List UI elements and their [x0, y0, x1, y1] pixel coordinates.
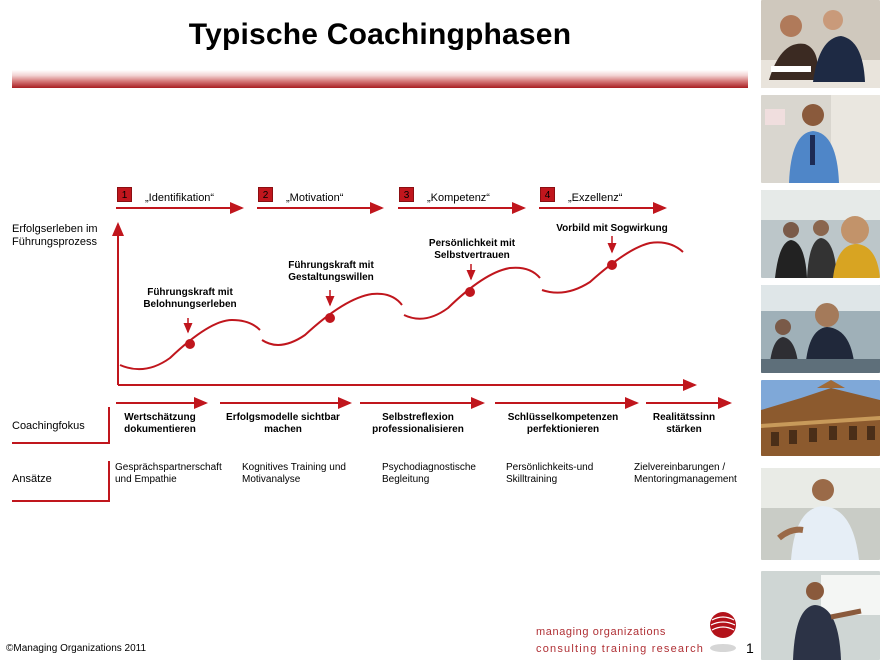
approach-item-2: Kognitives Training und Motivanalyse — [242, 462, 346, 485]
page-number: 1 — [746, 640, 754, 656]
phase-label-2: „Motivation“ — [286, 192, 344, 204]
seminar-photo — [761, 285, 880, 373]
approaches-label: Ansätze — [12, 473, 52, 485]
phase-number-2: 2 — [258, 187, 273, 202]
coaching-focus-label: Coachingfokus — [12, 420, 85, 432]
approach-item-5: Zielvereinbarungen / Mentoringmanagement — [634, 462, 737, 485]
milestone-label-2: Führungskraft mit Gestaltungswillen — [288, 260, 374, 283]
y-axis-label: Erfolgserleben im Führungsprozess — [12, 223, 98, 248]
building-photo — [761, 380, 880, 456]
focus-item-2: Erfolgsmodelle sichtbar machen — [226, 412, 340, 435]
phase-number-4: 4 — [540, 187, 555, 202]
milestone-label-4: Vorbild mit Sogwirkung — [556, 223, 668, 234]
approach-item-1: Gesprächspartnerschaft und Empathie — [115, 462, 222, 485]
phase-number-3: 3 — [399, 187, 414, 202]
presenter-photo — [761, 95, 880, 183]
lecture-photo — [761, 571, 880, 660]
milestone-dot-3 — [465, 287, 475, 297]
approach-item-3: Psychodiagnostische Begleitung — [382, 462, 476, 485]
milestone-dot-1 — [185, 339, 195, 349]
phase-number-1: 1 — [117, 187, 132, 202]
copyright-text: ©Managing Organizations 2011 — [6, 643, 147, 654]
phase-label-4: „Exzellenz“ — [568, 192, 623, 204]
milestone-label-1: Führungskraft mit Belohnungserleben — [143, 287, 237, 310]
focus-item-1: Wertschätzung dokumentieren — [124, 412, 196, 435]
page-title: Typische Coachingphasen — [188, 18, 572, 51]
milestone-label-3: Persönlichkeit mit Selbstvertrauen — [428, 238, 516, 261]
speaker-photo — [761, 468, 880, 560]
phase-label-1: „Identifikation“ — [145, 192, 215, 204]
brand-tagline: consulting training research — [536, 643, 705, 655]
brand-logo-icon — [706, 610, 740, 656]
milestone-dot-2 — [325, 313, 335, 323]
audience-photo — [761, 190, 880, 278]
brand-name: managing organizations — [536, 626, 666, 638]
focus-item-3: Selbstreflexion professionalisieren — [372, 412, 464, 435]
milestone-dot-4 — [607, 260, 617, 270]
phase-label-3: „Kompetenz“ — [427, 192, 490, 204]
focus-item-4: Schlüsselkompetenzen perfektionieren — [507, 412, 619, 435]
focus-item-5: Realitätssinn stärken — [652, 412, 716, 435]
approach-item-4: Persönlichkeits-und Skilltraining — [506, 462, 594, 485]
meeting-photo — [761, 0, 880, 88]
